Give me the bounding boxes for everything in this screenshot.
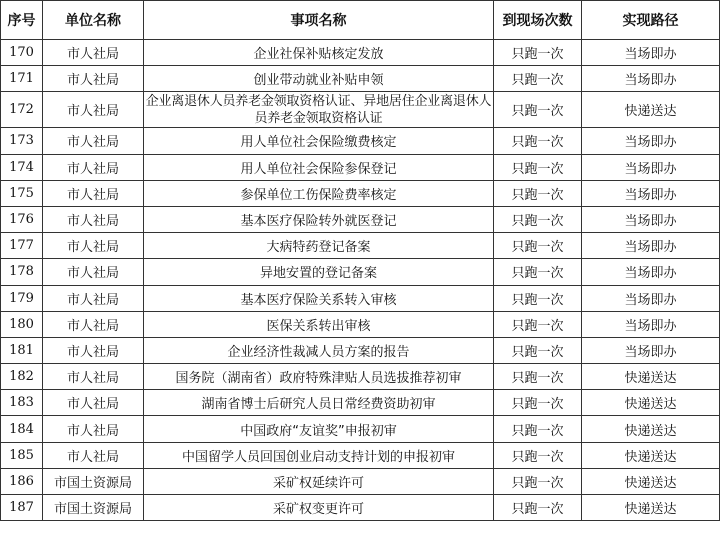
row-visits: 只跑一次 [494, 259, 582, 285]
row-path: 当场即办 [582, 66, 720, 92]
row-unit: 市人社局 [43, 442, 144, 468]
row-item: 湖南省博士后研究人员日常经费资助初审 [144, 390, 494, 416]
row-unit: 市国土资源局 [43, 468, 144, 494]
row-unit: 市人社局 [43, 128, 144, 154]
row-visits: 只跑一次 [494, 180, 582, 206]
row-path: 快递送达 [582, 468, 720, 494]
table-row [1, 495, 720, 521]
row-item: 企业社保补贴核定发放 [144, 40, 494, 66]
header-unit: 单位名称 [43, 1, 144, 40]
row-unit: 市人社局 [43, 180, 144, 206]
row-visits: 只跑一次 [494, 311, 582, 337]
row-unit: 市国土资源局 [43, 495, 144, 521]
table-row [1, 40, 720, 66]
row-unit: 市人社局 [43, 337, 144, 363]
row-item: 参保单位工伤保险费率核定 [144, 180, 494, 206]
row-path: 当场即办 [582, 180, 720, 206]
table-row [1, 206, 720, 232]
row-serial: 179 [1, 285, 43, 311]
row-path: 当场即办 [582, 233, 720, 259]
row-item: 采矿权变更许可 [144, 495, 494, 521]
table-row [1, 285, 720, 311]
row-unit: 市人社局 [43, 92, 144, 128]
table-body [1, 40, 720, 521]
row-path: 当场即办 [582, 154, 720, 180]
row-visits: 只跑一次 [494, 128, 582, 154]
row-visits: 只跑一次 [494, 337, 582, 363]
row-item: 用人单位社会保险缴费核定 [144, 128, 494, 154]
row-item: 采矿权延续许可 [144, 468, 494, 494]
row-item: 基本医疗保险转外就医登记 [144, 206, 494, 232]
row-item: 企业离退休人员养老金领取资格认证、异地居住企业离退休人员养老金领取资格认证 [144, 92, 494, 128]
header-item: 事项名称 [144, 1, 494, 40]
row-unit: 市人社局 [43, 40, 144, 66]
row-item: 企业经济性裁减人员方案的报告 [144, 337, 494, 363]
row-serial: 170 [1, 40, 43, 66]
row-visits: 只跑一次 [494, 66, 582, 92]
table-row [1, 154, 720, 180]
row-visits: 只跑一次 [494, 468, 582, 494]
row-item: 医保关系转出审核 [144, 311, 494, 337]
row-serial: 173 [1, 128, 43, 154]
row-visits: 只跑一次 [494, 40, 582, 66]
row-serial: 183 [1, 390, 43, 416]
table-row [1, 364, 720, 390]
row-serial: 184 [1, 416, 43, 442]
row-serial: 176 [1, 206, 43, 232]
table-row [1, 128, 720, 154]
row-item: 异地安置的登记备案 [144, 259, 494, 285]
row-unit: 市人社局 [43, 390, 144, 416]
row-visits: 只跑一次 [494, 206, 582, 232]
row-item: 用人单位社会保险参保登记 [144, 154, 494, 180]
row-path: 快递送达 [582, 390, 720, 416]
row-serial: 178 [1, 259, 43, 285]
row-serial: 181 [1, 337, 43, 363]
row-serial: 187 [1, 495, 43, 521]
row-visits: 只跑一次 [494, 92, 582, 128]
table-row [1, 468, 720, 494]
table-row [1, 442, 720, 468]
table-row [1, 180, 720, 206]
row-path: 当场即办 [582, 311, 720, 337]
row-unit: 市人社局 [43, 154, 144, 180]
row-unit: 市人社局 [43, 233, 144, 259]
table-row [1, 311, 720, 337]
table-row [1, 337, 720, 363]
row-item: 中国政府“友谊奖”申报初审 [144, 416, 494, 442]
table-row [1, 416, 720, 442]
row-path: 快递送达 [582, 364, 720, 390]
row-unit: 市人社局 [43, 259, 144, 285]
row-serial: 172 [1, 92, 43, 128]
row-unit: 市人社局 [43, 206, 144, 232]
row-unit: 市人社局 [43, 364, 144, 390]
table-row [1, 92, 720, 128]
row-visits: 只跑一次 [494, 154, 582, 180]
row-serial: 174 [1, 154, 43, 180]
table-row [1, 259, 720, 285]
row-path: 当场即办 [582, 40, 720, 66]
row-path: 快递送达 [582, 416, 720, 442]
row-serial: 175 [1, 180, 43, 206]
row-unit: 市人社局 [43, 311, 144, 337]
table-row [1, 390, 720, 416]
row-serial: 180 [1, 311, 43, 337]
row-visits: 只跑一次 [494, 285, 582, 311]
table-row [1, 66, 720, 92]
row-serial: 185 [1, 442, 43, 468]
row-path: 快递送达 [582, 495, 720, 521]
row-visits: 只跑一次 [494, 416, 582, 442]
header-row [1, 1, 720, 40]
row-visits: 只跑一次 [494, 233, 582, 259]
row-item: 中国留学人员回国创业启动支持计划的申报初审 [144, 442, 494, 468]
row-serial: 177 [1, 233, 43, 259]
table-row [1, 233, 720, 259]
row-serial: 186 [1, 468, 43, 494]
header-path: 实现路径 [582, 1, 720, 40]
row-path: 快递送达 [582, 442, 720, 468]
row-item: 大病特药登记备案 [144, 233, 494, 259]
row-visits: 只跑一次 [494, 495, 582, 521]
row-visits: 只跑一次 [494, 364, 582, 390]
header-visits: 到现场次数 [494, 1, 582, 40]
row-visits: 只跑一次 [494, 442, 582, 468]
row-unit: 市人社局 [43, 416, 144, 442]
row-path: 快递送达 [582, 92, 720, 128]
row-serial: 171 [1, 66, 43, 92]
row-visits: 只跑一次 [494, 390, 582, 416]
header-serial: 序号 [1, 1, 43, 40]
row-item: 创业带动就业补贴申领 [144, 66, 494, 92]
row-path: 当场即办 [582, 206, 720, 232]
row-path: 当场即办 [582, 337, 720, 363]
row-path: 当场即办 [582, 259, 720, 285]
row-unit: 市人社局 [43, 66, 144, 92]
row-item: 基本医疗保险关系转入审核 [144, 285, 494, 311]
row-unit: 市人社局 [43, 285, 144, 311]
row-path: 当场即办 [582, 285, 720, 311]
row-item: 国务院（湖南省）政府特殊津贴人员选拔推荐初审 [144, 364, 494, 390]
row-serial: 182 [1, 364, 43, 390]
row-path: 当场即办 [582, 128, 720, 154]
